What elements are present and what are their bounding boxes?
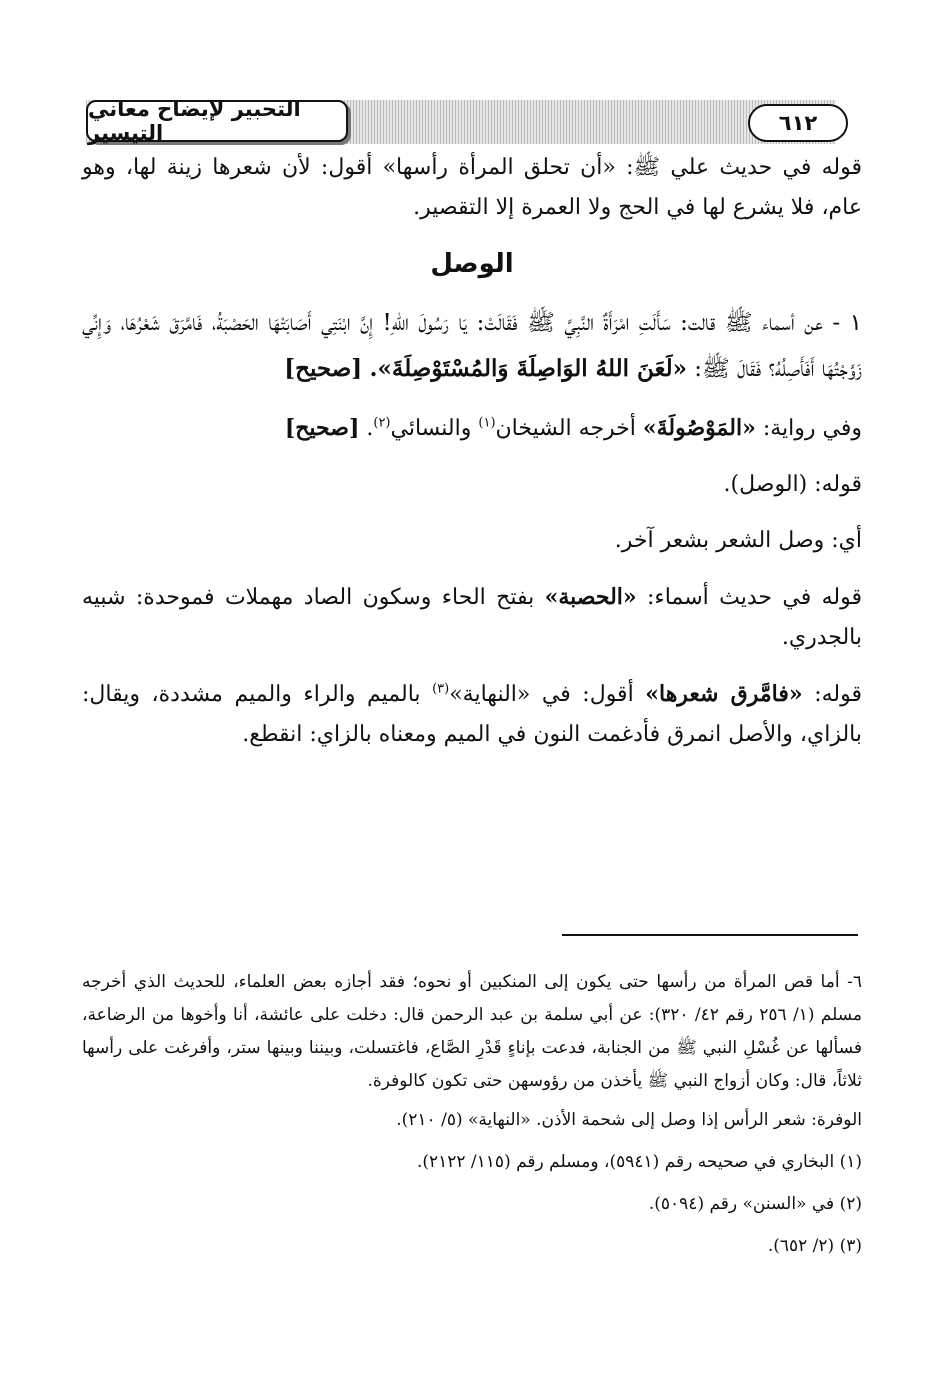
hadith-grade: [صحيح] <box>284 355 363 382</box>
paragraph-riwaya <box>82 408 862 449</box>
footnote-ref-2: (٢) <box>373 415 391 431</box>
footnote-divider <box>562 934 858 936</box>
footnote-ref-1: (١) <box>478 415 496 431</box>
hadith-text: ١ - عن أسماء ﷺ قالت: سَأَلَتِ امْرَأَةٌ النَّبِيَّ ﷺ فَقَالَتْ: يَا رَسُولَ اللهِ! إِنَّ ابْنَتِي أَصَابَتْهَا الحَصْبَةُ، فَامَّرَقَ شَعْرُهَا، وَإِنِّي زَوَّجْتُهَا أَفَأَصِلُهُ؟ فَقَالَ ﷺ: <box>82 310 862 382</box>
famarraq-end: بالميم والراء والميم مشددة، ويقال: بالزاي، والأصل انمرق فأدغمت النون في الميم ومعناه بالزاي: انقطع. <box>82 682 862 747</box>
footnote-6: ٦- أما قص المرأة من رأسها حتى يكون إلى المنكبين أو نحوه؛ فقد أجازه بعض العلماء، للحديث الذي أخرجه مسلم (١/ ٢٥٦ رقم ٤٢/ ٣٢٠): عن أبي سلمة بن عبد الرحمن قال: دخلت على عائشة، أنا وأخوها من الرضاعة، فسألها عن غُسْلِ النبي ﷺ من الجنابة، فدعت بإناءٍ قَدْرِ الصَّاع، فاغتسلت، وبيننا وبينها ستر، وأفرغت على رأسها ثلاثاً، قال: وكان أزواج النبي ﷺ يأخذن من رؤوسهن حتى تكون كالوفرة. <box>82 972 862 1091</box>
footnote-2: (٢) في «السنن» رقم (٥٠٩٤). <box>648 1194 862 1214</box>
riwaya-mid: أخرجه الشيخان <box>495 416 643 441</box>
paragraph-ay: أي: وصل الشعر بشعر آخر. <box>614 528 862 553</box>
paragraph-ali-hadith: قوله في حديث علي ﷺ: «أن تحلق المرأة رأسها» أقول: لأن شعرها زينة لها، وهو عام، فلا يشرع لها في الحج ولا العمرة إلا التقصير. <box>82 155 862 220</box>
famarraq-start: قوله: <box>802 682 862 707</box>
paragraph-qawluh: قوله: (الوصل). <box>723 472 862 497</box>
page-header <box>86 97 836 145</box>
footnote-1: (١) البخاري في صحيحه رقم (٥٩٤١)، ومسلم رقم (١١٥/ ٢١٢٢). <box>416 1152 862 1172</box>
riwaya-end: . <box>359 416 374 441</box>
famarraq-mid: أقول: في «النهاية» <box>449 682 646 707</box>
paragraph-famarraq <box>82 674 862 755</box>
hasba-end: بفتح الحاء وسكون الصاد مهملات فموحدة: شبيه بالجدري. <box>82 585 862 650</box>
riwaya-grade: [صحيح] <box>284 415 360 441</box>
riwaya-bold: «المَوْصُولَةَ» <box>642 415 756 441</box>
riwaya-start: وفي رواية: <box>755 416 862 441</box>
hadith-quote: «لَعَنَ اللهُ الوَاصِلَةَ وَالمُسْتَوْصِلَةَ». <box>369 355 687 382</box>
hadith-asma <box>82 300 862 392</box>
footnote-ref-3: (٣) <box>432 681 450 697</box>
paragraph-hasba <box>82 577 862 658</box>
book-title: التحبير لإيضاح معاني التيسير <box>86 100 348 142</box>
riwaya-mid2: والنسائي <box>390 416 479 441</box>
page-number: ٦١٢ <box>748 104 848 142</box>
footnote-3: (٣) (٢/ ٦٥٢). <box>767 1236 862 1256</box>
footnote-wafra: الوفرة: شعر الرأس إذا وصل إلى شحمة الأذن. «النهاية» (٥/ ٢١٠). <box>396 1110 862 1130</box>
main-text <box>82 148 862 771</box>
hasba-bold: «الحصبة» <box>544 584 637 610</box>
hasba-start: قوله في حديث أسماء: <box>636 585 862 610</box>
famarraq-bold: «فامَّرق شعرها» <box>645 681 803 707</box>
footnotes <box>82 966 862 1272</box>
section-title: الوصل <box>430 249 514 279</box>
